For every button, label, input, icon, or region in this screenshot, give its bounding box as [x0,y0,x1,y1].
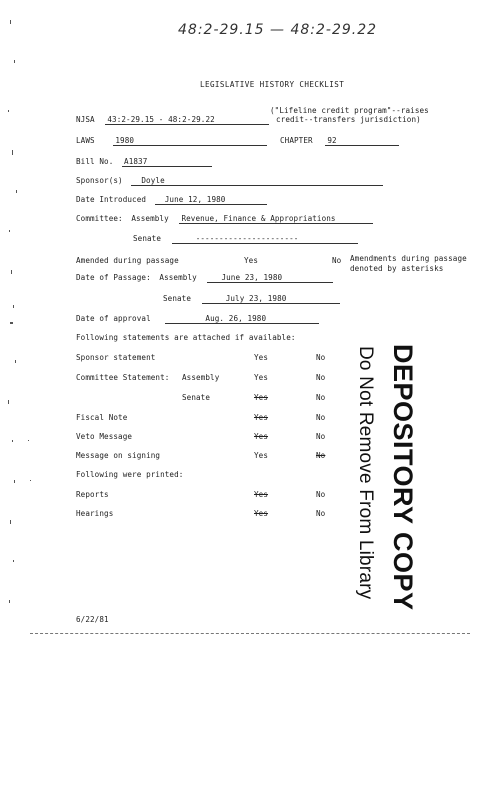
statement-sponsor-label: Sponsor statement [76,353,156,362]
statement-veto-yes: Yes [254,432,269,441]
statement-signing-label: Message on signing [76,451,161,460]
approval-label: Date of approval [76,314,151,323]
chapter-label: CHAPTER [280,136,313,145]
statement-signing-yes: Yes [254,451,269,460]
bill-value: A1837 [122,157,212,167]
committee-senate-row [133,234,358,244]
laws-label: LAWS [76,136,95,145]
statement-committee-assembly-no: No [316,373,326,382]
chapter-row [280,136,399,146]
printed-reports-label: Reports [76,490,109,499]
njsa-note-line1: ("Lifeline credit program"--raises [270,106,429,115]
statement-committee-senate-label: Senate [182,393,211,402]
amended-yes: Yes [244,256,259,265]
njsa-value: 43:2-29.15 - 48:2-29.22 [105,115,269,125]
laws-row [76,136,267,146]
statement-veto-no: No [316,432,326,441]
statement-veto-label: Veto Message [76,432,133,441]
statement-committee-assembly-label: Assembly [182,373,220,382]
statement-committee-senate-yes: Yes [254,393,269,402]
printed-reports-no: No [316,490,326,499]
sponsors-label: Sponsor(s) [76,176,123,185]
handwritten-statute-range: 48:2-29.15 — 48:2-29.22 [178,22,378,38]
amended-note-line2: denoted by asterisks [350,264,444,273]
printed-hearings-yes: Yes [254,509,269,518]
statement-fiscal-note-label: Fiscal Note [76,413,128,422]
footer-code: 6/22/81 [76,615,109,624]
statement-sponsor-yes: Yes [254,353,269,362]
date-introduced-value: June 12, 1980 [155,195,267,205]
do-not-remove-stamp: Do Not Remove From Library [355,346,376,600]
passage-senate-row [163,294,340,304]
passage-label: Date of Passage: [76,273,151,282]
committee-label: Committee: [76,214,123,223]
committee-assembly-label: Assembly [131,214,169,223]
passage-assembly-row [76,273,333,283]
date-introduced-row [76,195,267,205]
committee-assembly-row [76,214,373,224]
amended-note-line1: Amendments during passage [350,254,467,263]
statement-fiscal-note-yes: Yes [254,413,269,422]
passage-assembly-label: Assembly [159,273,197,282]
printed-hearings-label: Hearings [76,509,114,518]
statement-committee-label: Committee Statement: [76,373,170,382]
printed-reports-yes: Yes [254,490,269,499]
committee-senate-value: ---------------------- [172,234,358,244]
statement-sponsor-no: No [316,353,326,362]
bill-row [76,157,212,167]
bill-label: Bill No. [76,157,114,166]
amended-no: No [332,256,342,265]
passage-senate-label: Senate [163,294,192,303]
statement-fiscal-note-no: No [316,413,326,422]
statement-committee-assembly-yes: Yes [254,373,269,382]
statement-committee-senate-no: No [316,393,326,402]
approval-row [76,314,319,324]
sponsors-value: Doyle [131,176,383,186]
passage-senate-value: July 23, 1980 [202,294,340,304]
passage-assembly-value: June 23, 1980 [207,273,333,283]
committee-assembly-value: Revenue, Finance & Appropriations [179,214,373,224]
njsa-label: NJSA [76,115,95,124]
bottom-rule [30,633,470,634]
njsa-note-line2: credit--transfers jurisdiction) [276,115,421,124]
amended-label: Amended during passage [76,256,179,265]
printed-hearings-no: No [316,509,326,518]
chapter-value: 92 [325,136,399,146]
attached-heading: Following statements are attached if available: [76,333,296,342]
sponsors-row [76,176,383,186]
committee-senate-label: Senate [133,234,162,243]
njsa-row [76,115,269,125]
scan-edge-speckles [0,0,48,680]
date-introduced-label: Date Introduced [76,195,147,204]
laws-value: 1980 [113,136,267,146]
depository-copy-stamp: DEPOSITORY COPY [388,344,418,611]
statement-signing-no: No [316,451,326,460]
page-title: LEGISLATIVE HISTORY CHECKLIST [200,80,345,89]
printed-heading: Following were printed: [76,470,184,479]
approval-value: Aug. 26, 1980 [165,314,319,324]
